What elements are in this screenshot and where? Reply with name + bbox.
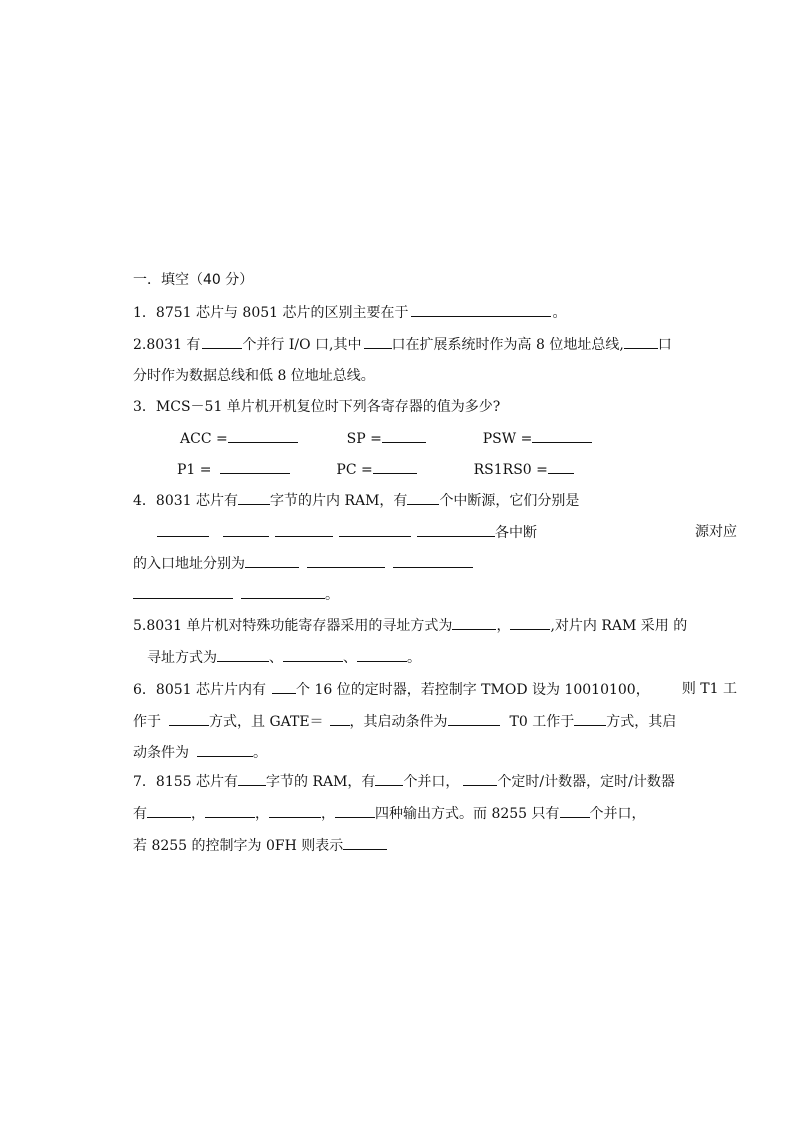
q7-text-g: 个并口，: [589, 806, 646, 822]
q2-text-b: 个并行 I/O 口,其中: [242, 337, 362, 353]
q6-blank-2[interactable]: [169, 711, 209, 726]
q4-int-blank-4[interactable]: [339, 522, 411, 537]
question-5-line2: [147, 647, 421, 668]
q2-blank-3[interactable]: [624, 334, 658, 349]
q7-blank-4[interactable]: [147, 803, 191, 818]
q7-text-e: 有: [133, 806, 147, 822]
question-2: [133, 334, 672, 355]
q3-reg-row-2: [177, 459, 574, 480]
question-2-line2: 分时作为数据总线和低 8 位地址总线。: [133, 368, 375, 384]
reg-acc-blank[interactable]: [228, 428, 298, 443]
question-6-line2: [133, 711, 737, 732]
q6-text-d: 作于: [133, 714, 161, 730]
q1-blank[interactable]: [411, 302, 551, 317]
q6-blank-4[interactable]: [448, 711, 500, 726]
q7-comma-3: ，: [321, 806, 335, 822]
q7-text-d: 个定时/计数器，定时/计数器: [497, 774, 675, 790]
q7-blank-8[interactable]: [560, 803, 590, 818]
q7-comma-1: ，: [191, 806, 205, 822]
q6-blank-1[interactable]: [272, 679, 296, 694]
reg-psw-label: PSW =: [482, 431, 533, 447]
q7-blank-5[interactable]: [205, 803, 255, 818]
q6-text-c: 则 T1 工: [681, 681, 737, 697]
q4-int-blank-3[interactable]: [275, 522, 333, 537]
q4-blank-2[interactable]: [407, 490, 439, 505]
q6-text-h: 方式，其启: [606, 714, 677, 730]
q7-blank-7[interactable]: [335, 803, 375, 818]
q6-text-i: 动条件为: [133, 745, 189, 761]
q4-addr-blank-3[interactable]: [393, 553, 473, 568]
q5-sep-2: 、: [343, 650, 357, 666]
q4-text-f: 的入口地址分别为: [133, 556, 245, 572]
q5-blank-4[interactable]: [283, 647, 343, 662]
q4-int-blank-2[interactable]: [223, 522, 269, 537]
q7-text-a: 7．8155 芯片有: [133, 774, 238, 790]
q5-text-b: ,对片内 RAM 采用 的: [550, 618, 688, 634]
q5-text-c: 寻址方式为: [147, 650, 217, 666]
q7-text-b: 字节的 RAM，有: [266, 774, 376, 790]
question-7: [133, 771, 675, 792]
q4-text-e: 源对应: [695, 524, 737, 540]
q4-text-a: 4．8031 芯片有: [133, 493, 238, 509]
reg-rs-blank[interactable]: [548, 459, 574, 474]
reg-acc-label: ACC =: [180, 431, 228, 447]
q4-text-c: 个中断源，它们分别是: [439, 493, 580, 509]
reg-pc-label: PC =: [336, 462, 373, 478]
q7-blank-9[interactable]: [343, 835, 387, 850]
q2-blank-2[interactable]: [364, 334, 392, 349]
q5-blank-3[interactable]: [217, 647, 269, 662]
q6-text-e: 方式，且 GATE＝: [209, 714, 324, 730]
q4-addr-blank-4[interactable]: [133, 584, 233, 599]
q5-blank-5[interactable]: [357, 647, 407, 662]
q4-end: 。: [325, 587, 339, 603]
q7-comma-2: ，: [255, 806, 269, 822]
q4-text-b: 字节的片内 RAM，有: [270, 493, 408, 509]
q4-addr-blank-5[interactable]: [241, 584, 325, 599]
question-4-line3: [133, 553, 473, 574]
q5-sep-1: 、: [269, 650, 283, 666]
reg-p1-blank[interactable]: [220, 459, 290, 474]
reg-pc-blank[interactable]: [373, 459, 417, 474]
q4-blank-1[interactable]: [238, 490, 270, 505]
q4-addr-blank-1[interactable]: [245, 553, 299, 568]
q2-text-c: 口在扩展系统时作为高 8 位地址总线,: [391, 337, 624, 353]
q6-blank-5[interactable]: [574, 711, 606, 726]
question-7-line2: [133, 803, 646, 824]
section-heading: 一．填空（40 分）: [133, 272, 254, 288]
question-4-line2: [157, 522, 737, 543]
q4-int-blank-1[interactable]: [157, 522, 209, 537]
q6-text-f: ，其启动条件为: [349, 714, 448, 730]
q2-blank-1[interactable]: [202, 334, 242, 349]
q2-text-d: 口: [657, 337, 672, 353]
question-6-line3: [133, 742, 267, 763]
question-1: [133, 302, 567, 323]
q5-end: 。: [407, 650, 421, 666]
q6-text-a: 6．8051 芯片片内有: [133, 682, 266, 698]
q4-addr-blank-2[interactable]: [307, 553, 385, 568]
q7-text-h: 若 8255 的控制字为 0FH 则表示: [133, 838, 344, 854]
question-5: [133, 615, 687, 636]
question-7-line3: [133, 835, 387, 856]
question-6: [133, 679, 737, 700]
q6-end: 。: [253, 745, 267, 761]
q6-text-b: 个 16 位的定时器，若控制字 TMOD 设为 10010100，: [296, 682, 650, 698]
reg-sp-label: SP =: [346, 431, 382, 447]
q7-blank-2[interactable]: [375, 771, 403, 786]
reg-rs-label: RS1RS0 =: [473, 462, 548, 478]
q1-end: 。: [552, 305, 567, 321]
q4-int-blank-5[interactable]: [417, 522, 495, 537]
q3-reg-row-1: [180, 428, 592, 449]
q5-blank-2[interactable]: [510, 615, 550, 630]
q7-text-c: 个并口，: [403, 774, 460, 790]
question-4-line4: [133, 584, 339, 605]
q5-comma: ，: [496, 618, 511, 634]
q7-blank-6[interactable]: [269, 803, 321, 818]
q2-text-a: 2.8031 有: [133, 337, 201, 353]
q4-text-d: 各中断: [495, 525, 537, 541]
reg-sp-blank[interactable]: [382, 428, 426, 443]
q7-blank-3[interactable]: [463, 771, 497, 786]
question-4: [133, 490, 579, 511]
reg-psw-blank[interactable]: [532, 428, 592, 443]
q1-text: 1．8751 芯片与 8051 芯片的区别主要在于: [133, 305, 409, 321]
q6-blank-3[interactable]: [330, 711, 350, 726]
q6-blank-6[interactable]: [197, 742, 253, 757]
q5-text-a: 5.8031 单片机对特殊功能寄存器采用的寻址方式为: [133, 618, 453, 634]
question-3: 3．MCS－51 单片机开机复位时下列各寄存器的值为多少?: [133, 399, 501, 415]
q7-text-f: 四种输出方式。而 8255 只有: [375, 806, 560, 822]
q7-blank-1[interactable]: [238, 771, 266, 786]
q5-blank-1[interactable]: [452, 615, 496, 630]
q6-text-g: T0 工作于: [509, 714, 575, 730]
reg-p1-label: P1 =: [177, 462, 212, 478]
